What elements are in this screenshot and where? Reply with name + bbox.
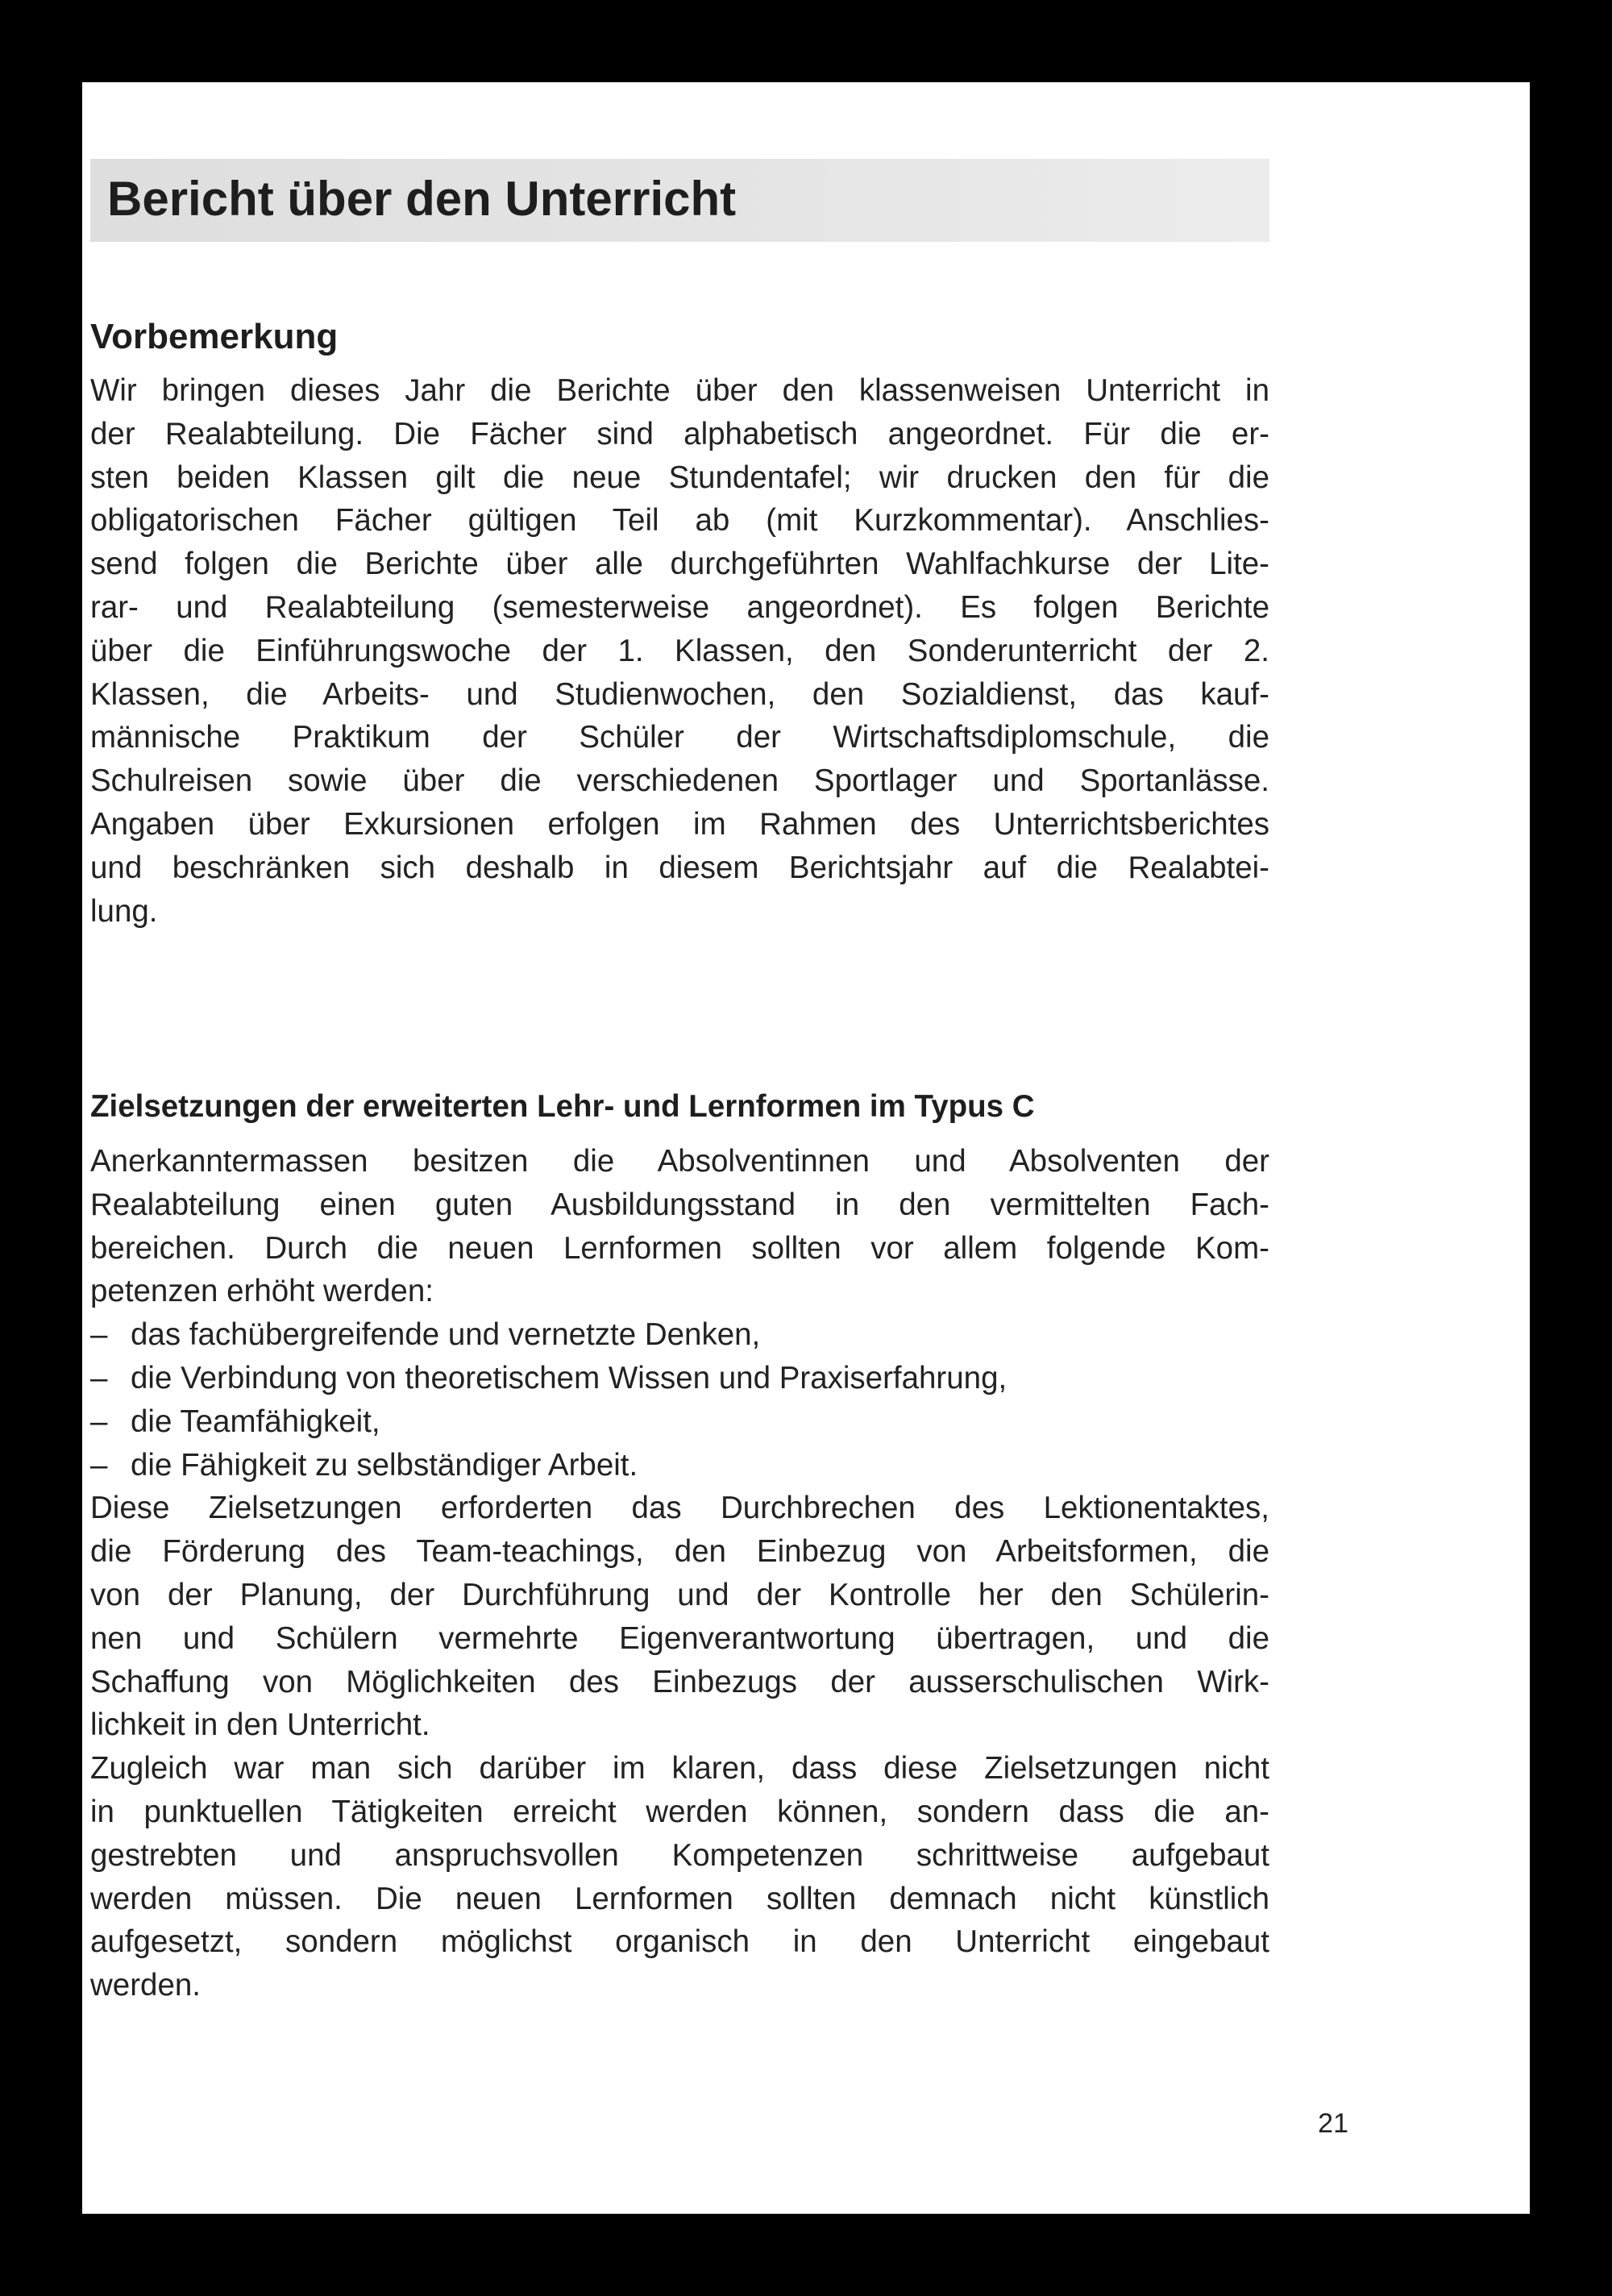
text-line: aufgesetzt, sondern möglichst organisch in den Unterricht eingebaut — [90, 1924, 1269, 1960]
text-line: lichkeit in den Unterricht. — [90, 1707, 430, 1743]
list-item-text: das fachübergreifende und vernetzte Denken, — [131, 1317, 761, 1353]
list-dash: – — [90, 1360, 108, 1395]
page-number: 21 — [1318, 2108, 1348, 2139]
text-line: send folgen die Berichte über alle durchgeführten Wahlfachkurse der Lite- — [90, 547, 1269, 582]
list-dash: – — [90, 1317, 108, 1353]
text-line: in punktuellen Tätigkeiten erreicht werden können, sondern dass die an- — [90, 1794, 1269, 1829]
paragraph-vorbemerkung — [90, 369, 1269, 933]
text-line: sten beiden Klassen gilt die neue Stundentafel; wir drucken den für die — [90, 460, 1269, 495]
text-line: Zugleich war man sich darüber im klaren, dass diese Zielsetzungen nicht — [90, 1751, 1269, 1786]
heading-zielsetzungen: Zielsetzungen der erweiterten Lehr- und Lernformen im Typus C — [90, 1089, 1035, 1124]
text-line: bereichen. Durch die neuen Lernformen sollten vor allem folgende Kom- — [90, 1230, 1269, 1266]
text-line: und beschränken sich deshalb in diesem Berichtsjahr auf die Realabtei- — [90, 850, 1269, 885]
text-line: Schulreisen sowie über die verschiedenen Sportlager und Sportanlässe. — [90, 763, 1269, 799]
text-line: Realabteilung einen guten Ausbildungsstand in den vermittelten Fach- — [90, 1187, 1269, 1222]
text-line: petenzen erhöht werden: — [90, 1274, 434, 1309]
list-item — [90, 1313, 1269, 1357]
list-item-text: die Teamfähigkeit, — [131, 1404, 380, 1439]
text-line: rar- und Realabteilung (semesterweise angeordnet). Es folgen Berichte — [90, 589, 1269, 625]
text-line: die Förderung des Team-teachings, den Einbezug von Arbeitsformen, die — [90, 1534, 1269, 1570]
text-line: lung. — [90, 893, 158, 929]
heading-vorbemerkung: Vorbemerkung — [90, 317, 339, 356]
text-line: Klassen, die Arbeits- und Studienwochen, den Sozialdienst, das kauf- — [90, 676, 1269, 712]
text-line: über die Einführungswoche der 1. Klassen, den Sonderunterricht der 2. — [90, 633, 1269, 668]
list-dash: – — [90, 1447, 108, 1483]
list-item — [90, 1357, 1269, 1400]
text-line: der Realabteilung. Die Fächer sind alphabetisch angeordnet. Für die er- — [90, 416, 1269, 451]
text-line: nen und Schülern vermehrte Eigenverantwortung übertragen, und die — [90, 1620, 1269, 1656]
list-item-text: die Fähigkeit zu selbständiger Arbeit. — [131, 1447, 638, 1483]
section-zielsetzungen-body — [90, 1140, 1269, 2007]
text-line: Angaben über Exkursionen erfolgen im Rahmen des Unterrichtsberichtes — [90, 806, 1269, 842]
text-line: von der Planung, der Durchführung und der Kontrolle her den Schülerin- — [90, 1577, 1269, 1612]
text-line: gestrebten und anspruchsvollen Kompetenzen schrittweise aufgebaut — [90, 1837, 1269, 1873]
list-item — [90, 1444, 1269, 1487]
text-line: Anerkanntermassen besitzen die Absolventinnen und Absolventen der — [90, 1144, 1269, 1179]
text-line: Schaffung von Möglichkeiten des Einbezugs der ausserschulischen Wirk- — [90, 1664, 1269, 1699]
text-line: Wir bringen dieses Jahr die Berichte über den klassenweisen Unterricht in — [90, 373, 1269, 408]
text-line: Diese Zielsetzungen erforderten das Durchbrechen des Lektionentaktes, — [90, 1491, 1269, 1526]
text-line: obligatorischen Fächer gültigen Teil ab (mit Kurzkommentar). Anschlies- — [90, 503, 1269, 539]
list-item — [90, 1400, 1269, 1444]
text-line: werden. — [90, 1968, 201, 2003]
list-dash: – — [90, 1404, 108, 1439]
text-line: werden müssen. Die neuen Lernformen sollten demnach nicht künstlich — [90, 1881, 1269, 1916]
text-line: männische Praktikum der Schüler der Wirtschaftsdiplomschule, die — [90, 720, 1269, 755]
list-item-text: die Verbindung von theoretischem Wissen und Praxiserfahrung, — [131, 1360, 1008, 1395]
page-title: Bericht über den Unterricht — [107, 172, 737, 226]
